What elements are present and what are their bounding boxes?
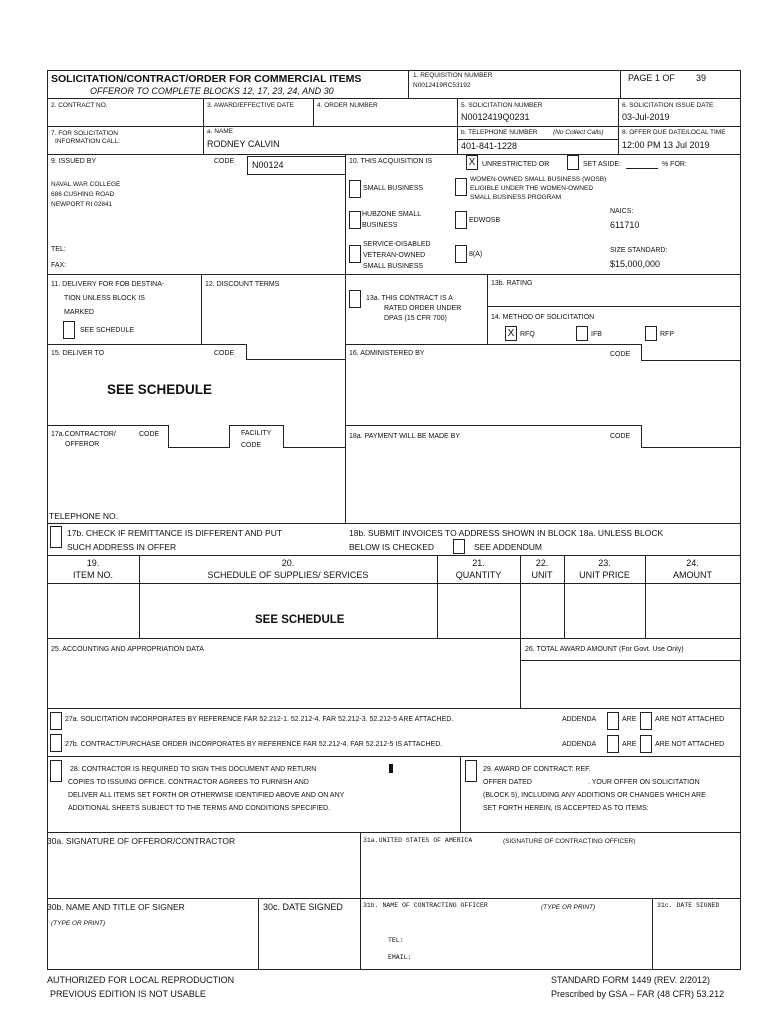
col-quantity-label: QUANTITY xyxy=(455,570,502,580)
form-title: SOLICITATION/CONTRACT/ORDER FOR COMMERCIAL ITEMS xyxy=(51,73,362,85)
issuer-address-1: NAVAL WAR COLLEGE xyxy=(51,181,121,188)
delivery-fob-label-1: 11. DELIVERY FOR FOB DESTINA- xyxy=(51,281,165,288)
addendum-checkbox[interactable] xyxy=(453,539,465,554)
offer-due-label: 8. OFFER DUE DATE/LOCAL TIME xyxy=(622,129,726,136)
name-label: a. NAME xyxy=(207,128,234,135)
date-signed-30c-label: 30c. DATE SIGNED xyxy=(263,902,343,912)
set-aside-checkbox[interactable] xyxy=(567,155,579,170)
administered-by-label: 16. ADMINISTERED BY xyxy=(349,350,425,357)
addenda-27a-not-label: ARE NOT ATTACHED xyxy=(655,716,725,723)
rated-order-label-3: DPAS (15 CFR 700) xyxy=(384,315,447,322)
rating-label: 13b. RATING xyxy=(491,280,533,287)
sdvosb-label-1: SERVICE-DISABLED xyxy=(363,241,431,248)
hubzone-label-2: BUSINESS xyxy=(362,222,398,229)
award-date-label: 3. AWARD/EFFECTIVE DATE xyxy=(207,102,294,109)
issuer-fax: FAX: xyxy=(51,262,67,269)
invoice-label-2: BELOW IS CHECKED xyxy=(349,542,435,552)
issue-date-value: 03-Jul-2019 xyxy=(622,112,670,122)
naics-value: 611710 xyxy=(610,220,640,230)
issuer-address-2: 686 CUSHING ROAD xyxy=(51,191,115,198)
rated-order-label-2: RATED ORDER UNDER xyxy=(384,305,462,312)
addenda-27b-not-label: ARE NOT ATTACHED xyxy=(655,741,725,748)
accounting-label: 25. ACCOUNTING AND APPROPRIATION DATA xyxy=(51,646,204,653)
contractor-sign-checkbox[interactable] xyxy=(50,760,62,782)
discount-terms-label: 12. DISCOUNT TERMS xyxy=(205,281,280,288)
remittance-label-1: 17b. CHECK IF REMITTANCE IS DIFFERENT AND PUT xyxy=(67,528,283,538)
rated-order-checkbox[interactable] xyxy=(349,290,361,308)
issue-date-label: 6. SOLICITATION ISSUE DATE xyxy=(622,102,714,109)
award-label-3: (BLOCK 5), INCLUDING ANY ADDITIONS OR CHANGES WHICH ARE xyxy=(483,792,706,799)
footer-prescribed: Prescribed by GSA – FAR (48 CFR) 53.212 xyxy=(551,989,725,999)
addenda-27b-are-label: ARE xyxy=(622,741,637,748)
deliver-to-code-box xyxy=(246,344,345,360)
col-price-label: UNIT PRICE xyxy=(579,570,630,580)
payment-code-box xyxy=(641,425,740,448)
col-schedule-label: SCHEDULE OF SUPPLIES/ SERVICES xyxy=(207,570,369,580)
usa-label: 31a.UNITED STATES OF AMERICA xyxy=(363,837,473,844)
issued-by-code-label: CODE xyxy=(214,158,235,165)
eight-a-checkbox[interactable] xyxy=(455,245,467,263)
addenda-27a-not-checkbox[interactable] xyxy=(640,712,652,730)
sdvosb-label-3: SMALL BUSINESS xyxy=(363,263,424,270)
rfq-label: RFQ xyxy=(520,331,535,338)
officer-signature-label: (SIGNATURE OF CONTRACTING OFFICER) xyxy=(503,838,636,845)
copies-marker xyxy=(389,764,393,773)
page-total: 39 xyxy=(696,73,707,83)
payment-code-label: CODE xyxy=(610,433,631,440)
payment-by-label: 18a. PAYMENT WILL BE MADE BY xyxy=(349,433,460,440)
requisition-value: N0012419RC53192 xyxy=(413,82,471,89)
officer-tel-label: TEL: xyxy=(388,937,404,944)
page-label: PAGE 1 OF xyxy=(628,73,675,83)
delivery-fob-label-3: MARKED xyxy=(64,309,94,316)
col-schedule-number: 20. xyxy=(281,558,295,568)
footer-form-number: STANDARD FORM 1449 (REV. 2/2012) xyxy=(551,975,711,985)
naics-label: NAICS: xyxy=(610,208,634,215)
telephone-label: b. TELEPHONE NUMBER xyxy=(461,129,538,136)
clause-27a-label: 27a. SOLICITATION INCORPORATES BY REFERENCE FAR 52.212-1. 52.212-4. FAR 52.212-3. 52.212-5 ARE ATTACHED. xyxy=(65,716,454,723)
contractor-label-1: 17a.CONTRACTOR/ xyxy=(51,431,116,438)
issuer-address-3: NEWPORT RI 02841 xyxy=(51,201,113,208)
award-label-2: OFFER DATED xyxy=(483,779,532,786)
set-aside-label: SET ASIDE: xyxy=(583,161,621,168)
solicitation-number-value: N0012419Q0231 xyxy=(461,112,530,122)
clause-27b-checkbox[interactable] xyxy=(50,734,62,752)
info-call-label-2: INFORMATION CALL: xyxy=(55,138,120,145)
sdvosb-checkbox[interactable] xyxy=(349,245,361,263)
contractor-code-label: CODE xyxy=(139,431,160,438)
col-item-label: ITEM NO. xyxy=(73,570,113,580)
contract-no-label: 2. CONTRACT NO. xyxy=(51,102,108,109)
remittance-checkbox[interactable] xyxy=(50,526,62,548)
percent-for-label: % FOR: xyxy=(662,161,687,168)
col-unit-number: 22. xyxy=(535,558,549,568)
delivery-fob-label-2: TION UNLESS BLOCK IS xyxy=(64,295,145,302)
officer-type-label: (TYPE OR PRINT) xyxy=(541,904,596,911)
addenda-27a-label: ADDENDA xyxy=(562,716,597,723)
small-business-checkbox[interactable] xyxy=(349,180,361,198)
method-label: 14. METHOD OF SOLICITATION xyxy=(491,314,595,321)
edwosb-label: EDWOSB xyxy=(469,217,501,224)
name-value: RODNEY CALVIN xyxy=(207,139,280,149)
col-quantity-number: 21. xyxy=(472,558,485,568)
form-subtitle: OFFEROR TO COMPLETE BLOCKS 12, 17, 23, 24, AND 30 xyxy=(90,86,334,96)
officer-name-label: 31b. NAME OF CONTRACTING OFFICER xyxy=(363,902,488,909)
contractor-label-2: OFFEROR xyxy=(65,441,100,448)
rated-order-label-1: 13a. THIS CONTRACT IS A xyxy=(366,295,453,302)
addenda-27b-not-checkbox[interactable] xyxy=(640,735,652,753)
clause-27a-checkbox[interactable] xyxy=(50,712,62,730)
wosb-label-2: ELIGIBLE UNDER THE WOMEN-OWNED xyxy=(470,185,594,192)
administered-code-box xyxy=(641,344,740,361)
telephone-no-label: TELEPHONE NO. xyxy=(49,511,118,521)
unrestricted-checkbox[interactable]: X xyxy=(466,155,478,170)
signer-type-label: (TYPE OR PRINT) xyxy=(51,920,106,927)
deliver-to-code-label: CODE xyxy=(214,350,235,357)
size-standard-label: SIZE STANDARD: xyxy=(610,247,668,254)
sdvosb-label-2: VETERAN-OWNED xyxy=(363,252,426,259)
footer-authorized: AUTHORIZED FOR LOCAL REPRODUCTION xyxy=(47,975,235,985)
hubzone-label-1: HUBZONE SMALL xyxy=(362,211,422,218)
col-amount-number: 24. xyxy=(686,558,699,568)
items-see-schedule: SEE SCHEDULE xyxy=(255,614,345,626)
invoice-label-1: 18b. SUBMIT INVOICES TO ADDRESS SHOWN IN BLOCK 18a. UNLESS BLOCK xyxy=(349,528,664,538)
deliver-see-schedule: SEE SCHEDULE xyxy=(107,382,213,397)
rfp-label: RFP xyxy=(660,331,674,338)
col-item-number: 19. xyxy=(86,558,100,568)
ifb-checkbox[interactable] xyxy=(576,326,588,341)
col-price-number: 23. xyxy=(598,558,611,568)
form-border-top xyxy=(47,70,740,71)
contractor-sign-label-1: 28. CONTRACTOR IS REQUIRED TO SIGN THIS DOCUMENT AND RETURN xyxy=(70,766,317,773)
order-number-label: 4. ORDER NUMBER xyxy=(317,102,378,109)
addenda-27b-label: ADDENDA xyxy=(562,741,597,748)
unrestricted-label: UNRESTRICTED OR xyxy=(482,161,550,168)
facility-label-2: CODE xyxy=(241,442,262,449)
small-business-label: SMALL BUSINESS xyxy=(363,185,424,192)
issued-by-code-value: N00124 xyxy=(252,160,284,170)
acquisition-label: 10. THIS ACQUISITION IS xyxy=(349,158,433,165)
eight-a-label: 8(A) xyxy=(469,251,483,258)
contractor-sign-label-2: COPIES TO ISSUING OFFICE. CONTRACTOR AGREES TO FURNISH AND xyxy=(68,779,309,786)
form-border-bottom xyxy=(47,969,741,970)
offer-due-value: 12:00 PM 13 Jul 2019 xyxy=(622,140,710,150)
rfq-checkbox[interactable]: X xyxy=(505,326,517,341)
remittance-label-2: SUCH ADDRESS IN OFFER xyxy=(67,542,177,552)
size-standard-value: $15,000,000 xyxy=(610,259,661,269)
addenda-27a-are-label: ARE xyxy=(622,716,637,723)
issuer-tel: TEL: xyxy=(51,246,66,253)
rfp-checkbox[interactable] xyxy=(645,326,657,341)
wosb-label-1: WOMEN-OWNED SMALL BUSINESS (WOSB) xyxy=(470,176,607,183)
ifb-label: IFB xyxy=(591,331,602,338)
offeror-signature-label: 30a. SIGNATURE OF OFFEROR/CONTRACTOR xyxy=(47,836,236,846)
issued-by-label: 9. ISSUED BY xyxy=(51,158,97,165)
telephone-note: (No Collect Calls) xyxy=(553,129,604,136)
facility-label-1: FACILITY xyxy=(241,430,272,437)
award-label-4: SET FORTH HEREIN, IS ACCEPTED AS TO ITEMS: xyxy=(483,805,649,812)
edwosb-checkbox[interactable] xyxy=(455,211,467,229)
administered-code-label: CODE xyxy=(610,351,631,358)
see-schedule-label: SEE SCHEDULE xyxy=(80,327,135,334)
contractor-sign-label-3: DELIVER ALL ITEMS SET FORTH OR OTHERWISE IDENTIFIED ABOVE AND ON ANY xyxy=(68,792,345,799)
contractor-sign-label-4: ADDITIONAL SHEETS SUBJECT TO THE TERMS AND CONDITIONS SPECIFIED. xyxy=(68,805,331,812)
award-label-1: 29. AWARD OF CONTRACT: REF. xyxy=(483,766,591,773)
award-checkbox[interactable] xyxy=(465,760,477,782)
info-call-label: 7. FOR SOLICITATION xyxy=(51,130,118,137)
footer-previous-edition: PREVIOUS EDITION IS NOT USABLE xyxy=(50,989,206,999)
addendum-label: SEE ADDENDUM xyxy=(474,542,543,552)
wosb-checkbox[interactable] xyxy=(455,178,467,196)
contractor-code-box xyxy=(168,425,230,448)
addenda-27b-are-checkbox[interactable] xyxy=(607,735,619,753)
col-amount-label: AMOUNT xyxy=(673,570,712,580)
form-border-right xyxy=(740,70,741,969)
telephone-value: 401-841-1228 xyxy=(461,141,518,151)
signer-name-label: 30b. NAME AND TITLE OF SIGNER xyxy=(47,902,185,912)
date-signed-31c-label: 31c. DATE SIGNED xyxy=(657,902,720,909)
total-award-label: 26. TOTAL AWARD AMOUNT (For Govt. Use Only) xyxy=(525,646,684,653)
award-label-2b: . YOUR OFFER ON SOLICITATION xyxy=(588,779,700,786)
deliver-to-label: 15. DELIVER TO xyxy=(51,350,105,357)
requisition-label: 1. REQUISITION NUMBER xyxy=(413,72,493,79)
hubzone-checkbox[interactable] xyxy=(349,211,361,229)
col-unit-label: UNIT xyxy=(531,570,553,580)
form-border-left xyxy=(47,70,48,969)
clause-27b-label: 27b. CONTRACT/PURCHASE ORDER INCORPORATES BY REFERENCE FAR 52.212-4. FAR 52.212-5 IS ATTACHED. xyxy=(65,741,443,748)
see-schedule-checkbox[interactable] xyxy=(63,321,75,339)
officer-email-label: EMAIL: xyxy=(388,954,412,961)
solicitation-number-label: 5. SOLICITATION NUMBER xyxy=(461,102,543,109)
facility-code-box xyxy=(283,425,345,448)
addenda-27a-are-checkbox[interactable] xyxy=(607,712,619,730)
wosb-label-3: SMALL BUSINESS PROGRAM xyxy=(470,194,562,201)
